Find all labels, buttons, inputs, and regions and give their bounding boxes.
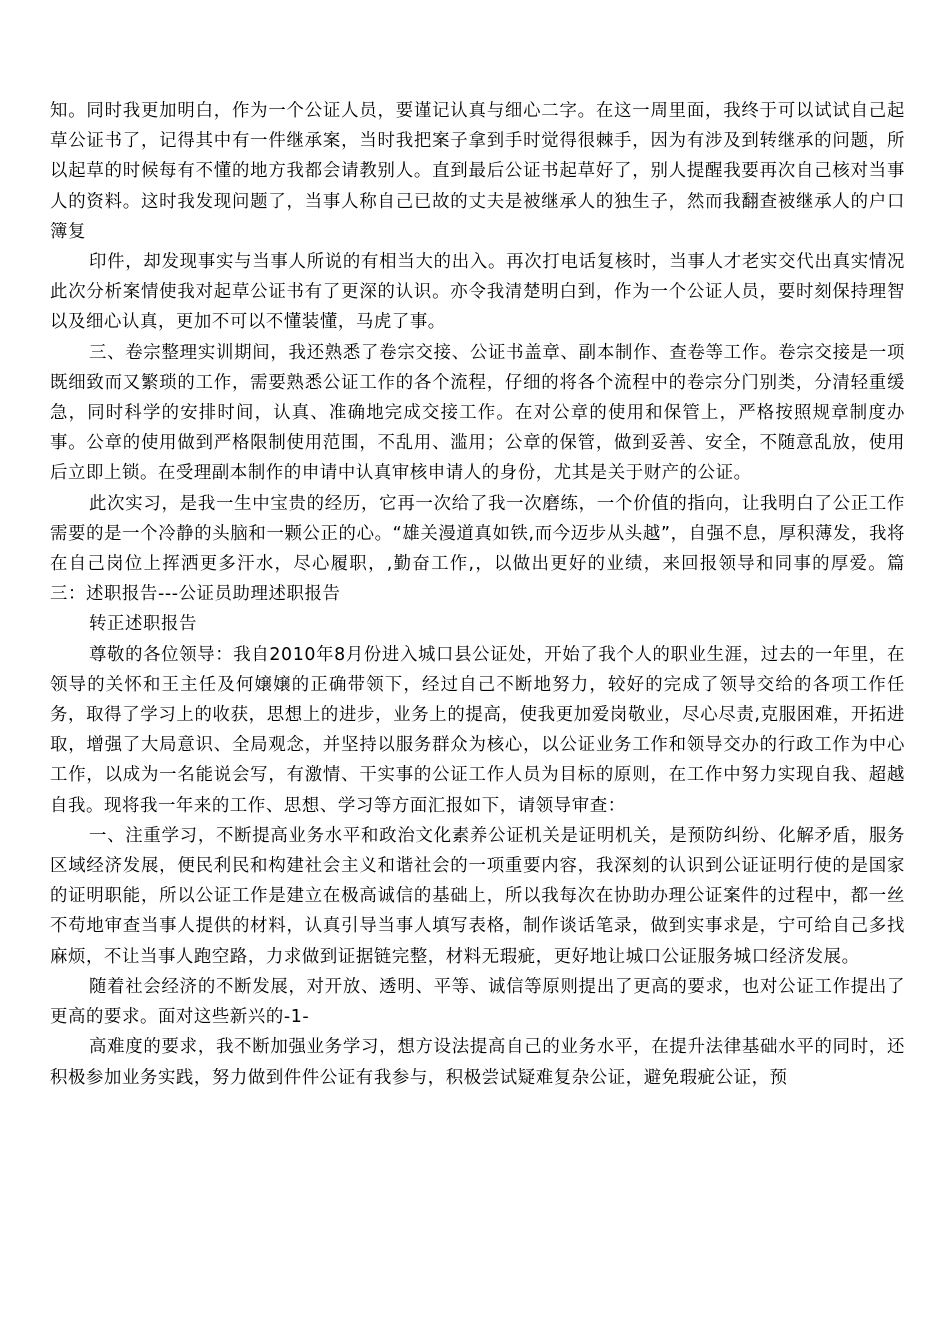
- section-heading: 转正述职报告: [89, 614, 197, 635]
- paragraph: 尊敬的各位领导：我自2010年8月份进入城口县公证处，开始了我个人的职业生涯，过去的一年里，在领导的关怀和王主任及何嬢嬢的正确带领下，经过自己不断地努力，较好的完成了领导交给的各项工作任务，取得了学习上的收获，思想上的进步，业务上的提高，使我更加爱岗敬业，尽心尽责,克服困难，开拓进取，增强了大局意识、全局观念，并坚持以服务群众为核心，以公证业务工作和领导交办的行政工作为中心工作，以成为一名能说会写，有激情、干实事的公证工作人员为目标的原则，在工作中努力实现自我、超越自我。现将我一年来的工作、思想、学习等方面汇报如下，请领导审查：: [50, 644, 905, 816]
- paragraph: 印件，却发现事实与当事人所说的有相当大的出入。再次打电话复核时，当事人才老实交代出真实情况此次分析案情使我对起草公证书有了更深的认识。亦令我清楚明白到，作为一个公证人员，要时刻保持理智以及细心认真，更加不可以不懂装懂，马虎了事。: [50, 252, 905, 333]
- paragraph: 知。同时我更加明白，作为一个公证人员，要谨记认真与细心二字。在这一周里面，我终于可以试试自己起草公证书了，记得其中有一件继承案，当时我把案子拿到手时觉得很棘手，因为有涉及到转继承的问题，所以起草的时候每有不懂的地方我都会请教别人。直到最后公证书起草好了，别人提醒我要再次自己核对当事人的资料。这时我发现问题了，当事人称自己已故的丈夫是被继承人的独生子，然而我翻查被继承人的户口簿复: [50, 101, 905, 242]
- paragraph: 随着社会经济的不断发展，对开放、透明、平等、诚信等原则提出了更高的要求，也对公证工作提出了更高的要求。面对这些新兴的-1-: [50, 976, 905, 1028]
- paragraph: 一、注重学习，不断提高业务水平和政治文化素养公证机关是证明机关，是预防纠纷、化解矛盾，服务区域经济发展，便民利民和构建社会主义和谐社会的一项重要内容，我深刻的认识到公证证明行使的是国家的证明职能，所以公证工作是建立在极高诚信的基础上，所以我每次在协助办理公证案件的过程中，都一丝不苟地审查当事人提供的材料，认真引导当事人填写表格，制作谈话笔录，做到实事求是，宁可给自己多找麻烦，不让当事人跑空路，力求做到证据链完整，材料无瑕疵，更好地让城口公证服务城口经济发展。: [50, 825, 905, 967]
- paragraph: 高难度的要求，我不断加强业务学习，想方设法提高自己的业务水平，在提升法律基础水平的同时，还积极参加业务实践，努力做到件件公证有我参与，积极尝试疑难复杂公证，避免瑕疵公证，预: [50, 1037, 905, 1088]
- paragraph: 三、卷宗整理实训期间，我还熟悉了卷宗交接、公证书盖章、副本制作、查卷等工作。卷宗交接是一项既细致而又繁琐的工作，需要熟悉公证工作的各个流程，仔细的将各个流程中的卷宗分门别类，分清轻重缓急，同时科学的安排时间，认真、准确地完成交接工作。在对公章的使用和保管上，严格按照规章制度办事。公章的使用做到严格限制使用范围，不乱用、滥用；公章的保管，做到妥善、安全，不随意乱放，使用后立即上锁。在受理副本制作的申请中认真审核申请人的身份，尤其是关于财产的公证。: [50, 342, 905, 484]
- paragraph: 此次实习，是我一生中宝贵的经历，它再一次给了我一次磨练，一个价值的指向，让我明白了公正工作需要的是一个冷静的头脑和一颗公正的心。“雄关漫道真如铁,而今迈步从头越”，自强不息，厚积薄发，我将在自己岗位上挥洒更多汗水，尽心履职，,勤奋工作,，以做出更好的业绩，来回报领导和同事的厚爱。篇三：述职报告---公证员助理述职报告: [50, 493, 905, 605]
- document-body: [50, 96, 905, 1093]
